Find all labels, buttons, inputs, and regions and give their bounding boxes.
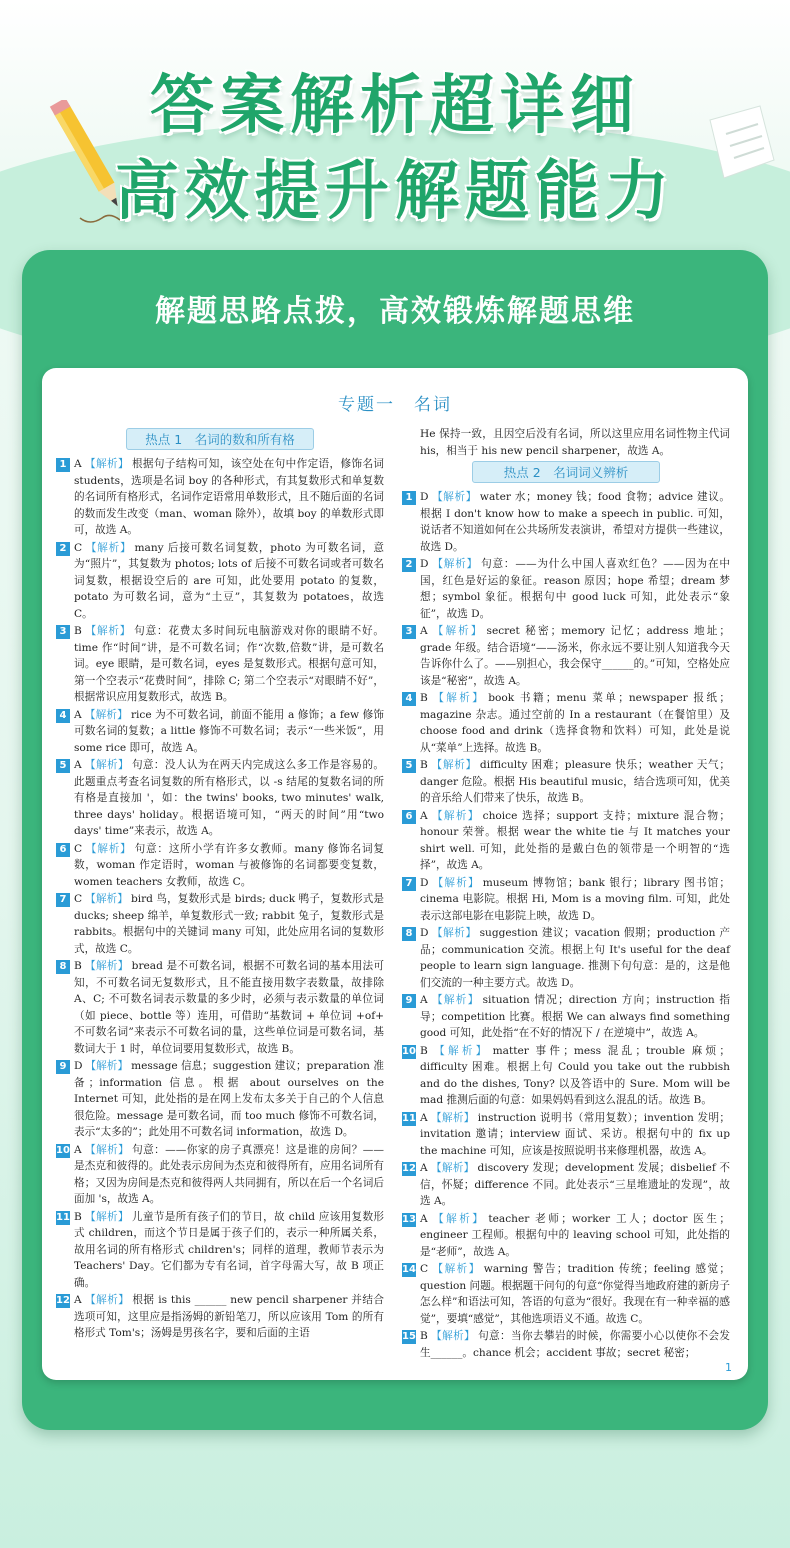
explanation-text: message 信息；suggestion 建议；preparation 准备；information 信息。根据 about ourselves on the Internet 可知，此处指的是在网上发布太多关于自己的个人信息很危险。message 是可数名词，而 too much 修饰不可数名词，表示“太多的”；此处用不可数名词 information，故选 D。	[74, 1060, 384, 1138]
explanation-text: 句意：——为什么中国人喜欢红色？——因为在中国，红色是好运的象征。reason 原因；hope 希望；dream 梦想；symbol 象征。根据句中 good luck 可知，此处表示“象征”，故选 D。	[420, 558, 731, 620]
answer-letter: A	[74, 458, 82, 470]
answer-letter: C	[74, 893, 83, 905]
explanation-text: warning 警告；tradition 传统；feeling 感觉；question 问题。根据题干问句的句意“你觉得当地政府建的新房子怎么样”和语法可知，答语的句意为“很好。我现在有一种幸福的感觉”，要填“感觉”，其他选项语义不通。故选 C。	[420, 1263, 731, 1325]
left-column	[56, 426, 384, 1343]
answer-explanation	[420, 556, 730, 622]
question-number-badge: 7	[56, 893, 70, 907]
question-number-badge: 3	[402, 625, 416, 639]
answer-item	[56, 1142, 384, 1208]
question-number-badge: 13	[402, 1213, 416, 1225]
answer-explanation	[420, 875, 730, 925]
answer-explanation	[74, 1292, 384, 1342]
answer-explanation	[74, 707, 384, 757]
answer-explanation	[74, 891, 384, 957]
answer-item	[56, 540, 384, 623]
explanation-text: suggestion 建议；vacation 假期；production 产品；communication 交流。根据上句 It's useful for the deaf people to learn sign language. 推测下句句意：是的，这是他们交流的一种主要方式。故选 D。	[420, 927, 730, 989]
answer-item	[56, 1209, 384, 1292]
answer-item	[402, 556, 730, 622]
analysis-tag: 【解析】	[430, 625, 484, 637]
question-number-badge: 7	[402, 877, 416, 891]
answer-explanation	[74, 757, 384, 840]
answer-letter: B	[74, 960, 82, 972]
answer-item	[56, 707, 384, 757]
question-number-badge: 2	[56, 542, 70, 556]
analysis-tag: 【解析】	[430, 692, 486, 704]
answer-item	[402, 1160, 730, 1210]
analysis-tag: 【解析】	[430, 809, 480, 822]
answer-item	[402, 757, 730, 807]
answer-explanation	[420, 1328, 730, 1361]
answer-explanation	[420, 1043, 730, 1109]
answer-letter: C	[74, 842, 83, 855]
answer-letter: A	[74, 708, 82, 721]
answer-letter: A	[420, 625, 428, 637]
answer-explanation	[420, 489, 730, 555]
answer-item	[402, 623, 730, 689]
explanation-text: teacher 老师；worker 工人；doctor 医生；engineer 工程师。根据句中的 leaving school 可知，此处指的是“老师”，故选 A。	[420, 1212, 731, 1258]
analysis-tag: 【解析】	[84, 708, 128, 721]
analysis-tag: 【解析】	[430, 1212, 486, 1225]
explanation-text: water 水；money 钱；food 食物；advice 建议。根据 I don't know how to make a speech in public. 可知，说话者不知道如何在公共场所发表演讲，希望对方提供一些建议，故选 D。	[420, 491, 731, 553]
analysis-tag: 【解析】	[85, 1060, 129, 1072]
question-number-badge: 1	[402, 491, 416, 505]
answer-letter: B	[420, 1330, 428, 1342]
analysis-tag: 【解析】	[84, 1210, 129, 1223]
analysis-tag: 【解析】	[430, 994, 480, 1006]
question-number-badge: 6	[402, 810, 416, 824]
explanation-text: rice 为不可数名词，前面不能用 a 修饰；a few 修饰可数名词的复数；a little 修饰不可数名词；表示“一些米饭”，用 some rice 即可，故选 A。	[74, 708, 384, 754]
answer-letter: A	[420, 994, 428, 1006]
answer-item	[56, 757, 384, 840]
question-number-badge: 12	[56, 1295, 70, 1306]
answer-letter: B	[420, 692, 428, 704]
answer-letter: A	[420, 1212, 428, 1225]
answer-explanation	[420, 925, 730, 991]
analysis-tag: 【解析】	[430, 759, 477, 771]
answer-explanation	[420, 757, 730, 807]
explanation-text: book 书籍；menu 菜单；newspaper 报纸；magazine 杂志。通过空前的 In a restaurant（在餐馆里）及 choose food and drink（选择食物和饮料）可知，此处是说从“菜单”上选择。故选 B。	[420, 692, 731, 754]
analysis-tag: 【解析】	[85, 541, 132, 554]
answer-item	[402, 690, 730, 756]
question-number-badge: 9	[56, 1060, 70, 1074]
section-heading: 热点 1 名词的数和所有格	[126, 428, 314, 450]
analysis-tag: 【解析】	[431, 927, 477, 939]
right-column	[402, 426, 730, 1362]
analysis-tag: 【解析】	[84, 625, 132, 637]
answer-item	[56, 958, 384, 1057]
question-number-badge: 10	[56, 1144, 70, 1156]
answer-explanation	[74, 958, 384, 1057]
answer-letter: C	[74, 541, 83, 554]
analysis-tag: 【解析】	[431, 491, 477, 503]
answer-letter: A	[420, 809, 428, 822]
question-number-badge: 8	[402, 927, 416, 941]
answer-item	[402, 1211, 730, 1261]
answer-explanation	[420, 1160, 730, 1210]
answer-letter: A	[74, 759, 82, 771]
answer-item	[402, 808, 730, 874]
analysis-tag: 【解析】	[430, 1330, 476, 1342]
answer-letter: D	[74, 1060, 83, 1072]
answer-letter: B	[420, 1044, 428, 1057]
answer-explanation	[420, 808, 730, 874]
analysis-tag: 【解析】	[84, 1294, 130, 1306]
continued-text: He 保持一致，且因空后没有名词，所以这里应用名词性物主代词 his，相当于 his new pencil sharpener，故选 A。	[420, 428, 730, 457]
answer-letter: D	[420, 876, 429, 889]
explanation-text: difficulty 困难；pleasure 快乐；weather 天气；danger 危险。根据 His beautiful music，结合选项可知，优美的音乐给人们带来了快乐，故选 B。	[420, 759, 730, 804]
headline-line-1: 答案解析超详细	[150, 69, 640, 143]
question-number-badge: 11	[56, 1211, 70, 1223]
explanation-text: instruction 说明书（常用复数）；invention 发明；invitation 邀请；interview 面试、采访。根据句中的 fix up the machine 可知，应该是按照说明书来修理机器，故选 A。	[420, 1111, 731, 1157]
left-items	[56, 456, 384, 1342]
question-number-badge: 6	[56, 843, 70, 857]
answer-explanation	[420, 1110, 730, 1160]
answer-item	[402, 1043, 730, 1109]
analysis-tag: 【解析】	[84, 1143, 130, 1156]
answer-explanation	[420, 1261, 730, 1327]
analysis-tag: 【解析】	[430, 1111, 475, 1124]
answer-item	[56, 841, 384, 891]
question-number-badge: 4	[402, 692, 416, 706]
analysis-tag: 【解析】	[84, 960, 129, 972]
answer-item	[56, 623, 384, 706]
explanation-text: 根据 is this ______ new pencil sharpener 并结合选项可知，这里应是指汤姆的新铅笔刀，所以应该用 Tom 的所有格形式 Tom's；汤姆是男孩名字，要和后面的主语	[74, 1294, 385, 1339]
analysis-tag: 【解析】	[84, 458, 129, 470]
answer-letter: D	[420, 927, 429, 939]
answer-page	[42, 368, 748, 1380]
answer-item	[402, 925, 730, 991]
question-number-badge: 14	[402, 1264, 416, 1275]
explanation-text: bread 是不可数名词，根据不可数名词的基本用法可知，不可数名词无复数形式，且不能直接用数字表数量，故排除 A、C; 不可数名词表示数量的多少时，必须与表示数量的单位词（如 piece、bottle 等）连用，可借助“基数词 + 单位词 +of+ 不可数名词”来表示不可数名词的量，这些单位词是可数名词，基数词大于 1 时，单位词要用复数形式，故选 B。	[74, 960, 385, 1055]
explanation-text: 儿童节是所有孩子们的节日，故 child 应该用复数形式 children，而这个节日是属于孩子们的，表示一种所属关系，故用名词的所有格形式 children's；同样的道理，教师节表示为 Teachers' Day。它们都为专有名词，首字母需大写，故 B 项正确。	[74, 1210, 385, 1289]
question-number-badge: 12	[402, 1163, 416, 1174]
analysis-tag: 【解析】	[84, 759, 129, 771]
answer-letter: B	[74, 625, 82, 637]
answer-item	[402, 1328, 730, 1361]
answer-letter: D	[420, 491, 429, 503]
answer-letter: C	[420, 1263, 429, 1275]
answer-explanation	[74, 1209, 384, 1292]
answer-letter: D	[420, 558, 429, 570]
question-number-badge: 1	[56, 458, 70, 472]
analysis-tag: 【解析】	[431, 558, 479, 570]
explanation-text: 句意：——你家的房子真漂亮！这是谁的房间？——是杰克和彼得的。此处表示房间为杰克和彼得所有，应用名词所有格；又因为房间是杰克和彼得两人共同拥有，所以在后一个名词后面加 's，故选 A。	[74, 1143, 384, 1205]
question-number-badge: 8	[56, 960, 70, 974]
analysis-tag: 【解析】	[431, 1263, 481, 1275]
answer-explanation	[74, 1142, 384, 1208]
answer-item	[56, 1292, 384, 1342]
answer-item	[402, 875, 730, 925]
answer-explanation	[74, 1058, 384, 1141]
explanation-text: 句意：当你去攀岩的时候，你需要小心以使你不会发生______。chance 机会；accident 事故；secret 秘密；	[420, 1330, 731, 1359]
answer-explanation	[420, 690, 730, 756]
answer-item	[56, 891, 384, 957]
question-number-badge: 10	[402, 1045, 416, 1057]
explanation-text: situation 情况；direction 方向；instruction 指导；competition 比赛。根据 We can always find something good 可知，此处指“在不好的情况下 / 在逆境中”，故选 A。	[420, 994, 730, 1039]
question-number-badge: 2	[402, 558, 416, 572]
answer-letter: A	[420, 1111, 428, 1124]
subtitle: 解题思路点拨，高效锻炼解题思维	[155, 294, 635, 329]
answer-item	[402, 489, 730, 555]
explanation-text: 句意：这所小学有许多女教师。many 修饰名词复数，woman 作定语时，woman 与被修饰的名词都要变复数，women teachers 女教师，故选 C。	[74, 842, 384, 888]
answer-explanation	[420, 992, 730, 1042]
question-number-badge: 9	[402, 994, 416, 1008]
explanation-text: 根据句子结构可知，该空处在句中作定语，修饰名词 students，选项是名词 boy 的各种形式，有其复数形式和单复数的名词所有格形式，名词作定语常用单数形式，且不随后面的名词的数而发生改变（man、woman 除外），故填 boy 的单数形式即可，故选 A。	[74, 458, 385, 536]
answer-explanation	[74, 456, 384, 539]
answer-item	[56, 456, 384, 539]
answer-letter: B	[420, 759, 428, 771]
question-number-badge: 4	[56, 709, 70, 723]
answer-letter: B	[74, 1210, 82, 1223]
answer-item	[402, 1261, 730, 1327]
question-number-badge: 5	[402, 759, 416, 773]
section-heading: 热点 2 名词词义辨析	[472, 461, 660, 483]
explanation-text: 句意：没人认为在两天内完成这么多工作是容易的。此题重点考查名词复数的所有格形式，以 -s 结尾的复数名词的所有格是直接加 '，如：the twins' books, two minutes' walk, three days' holiday。根据语境可知，“两天的时间”用“two days' time”来表示，故选 A。	[74, 759, 385, 837]
explanation-text: secret 秘密；memory 记忆；address 地址；grade 年级。结合语境“——汤米，你永远不要让别人知道我今天告诉你什么了。——别担心，我会保守______的。”可知，空格处应该是“秘密”，故选 A。	[420, 625, 730, 687]
answer-explanation	[74, 540, 384, 623]
explanation-text: 句意：花费太多时间玩电脑游戏对你的眼睛不好。time 作“时间”讲，是不可数名词；作“次数,倍数”讲，是可数名词。eye 眼睛，是可数名词，eyes 是复数形式。根据句意可知，第一个空表示“花费时间”，排除 C; 第二个空表示“对眼睛不好”，根据常识应用复数形式，故选 B。	[74, 625, 385, 703]
answer-item	[402, 992, 730, 1042]
explanation-text: choice 选择；support 支持；mixture 混合物；honour 荣誉。根据 wear the white tie 与 It matches your shirt well. 可知，此处指的是戴白色的领带是一个明智的“选择”，故选 A。	[420, 809, 731, 871]
answer-letter: A	[420, 1162, 428, 1174]
question-number-badge: 3	[56, 625, 70, 639]
analysis-tag: 【解析】	[85, 842, 132, 855]
answer-item	[402, 1110, 730, 1160]
question-number-badge: 11	[402, 1112, 416, 1124]
analysis-tag: 【解析】	[85, 893, 128, 905]
headline-line-2: 高效提升解题能力	[115, 155, 675, 229]
answer-explanation	[420, 1211, 730, 1261]
question-number-badge: 5	[56, 759, 70, 773]
answer-item	[56, 1058, 384, 1141]
answer-explanation	[74, 623, 384, 706]
analysis-tag: 【解析】	[430, 1162, 475, 1174]
explanation-text: matter 事件；mess 混乱；trouble 麻烦；difficulty 困难。根据上句 Could you take out the rubbish and do the dishes, Tony? 以及答语中的 Sure. Mom will be mad 推测后面的句意：如果妈妈看到这么混乱的话。故选 B。	[420, 1044, 730, 1106]
explanation-text: many 后接可数名词复数，photo 为可数名词，意为“照片”，其复数为 photos; lots of 后接不可数名词或者可数名词复数，根据设空后的 are 可知，此处要用 potato 的复数，potato 为可数名词，意为“土豆”，其复数为 potatoes，故选 C。	[74, 541, 384, 620]
answer-explanation	[420, 623, 730, 689]
analysis-tag: 【解析】	[430, 1044, 490, 1057]
explanation-text: museum 博物馆；bank 银行；library 图书馆；cinema 电影院。根据 Hi, Mom is a moving film. 可知，此处表示这部电影在电影院上映，故选 D。	[420, 876, 731, 922]
answer-letter: A	[74, 1143, 82, 1156]
answer-explanation	[74, 841, 384, 891]
page-number: 1	[725, 1361, 732, 1374]
right-items	[402, 489, 730, 1361]
question-number-badge: 15	[402, 1331, 416, 1342]
explanation-text: bird 鸟，复数形式是 birds; duck 鸭子，复数形式是 ducks; sheep 绵羊，单复数形式一致; rabbit 兔子，复数形式是 rabbits。根据句中的关键词 many 可知，此处应用名词的复数形式，故选 C。	[74, 893, 384, 955]
answer-letter: A	[74, 1294, 82, 1306]
page-title: 专题一 名词	[338, 395, 452, 415]
analysis-tag: 【解析】	[431, 876, 480, 889]
explanation-text: discovery 发现；development 发展；disbelief 不信，怀疑；difference 不同。此处表示“三星堆遗址的发现”，故选 A。	[420, 1162, 731, 1207]
